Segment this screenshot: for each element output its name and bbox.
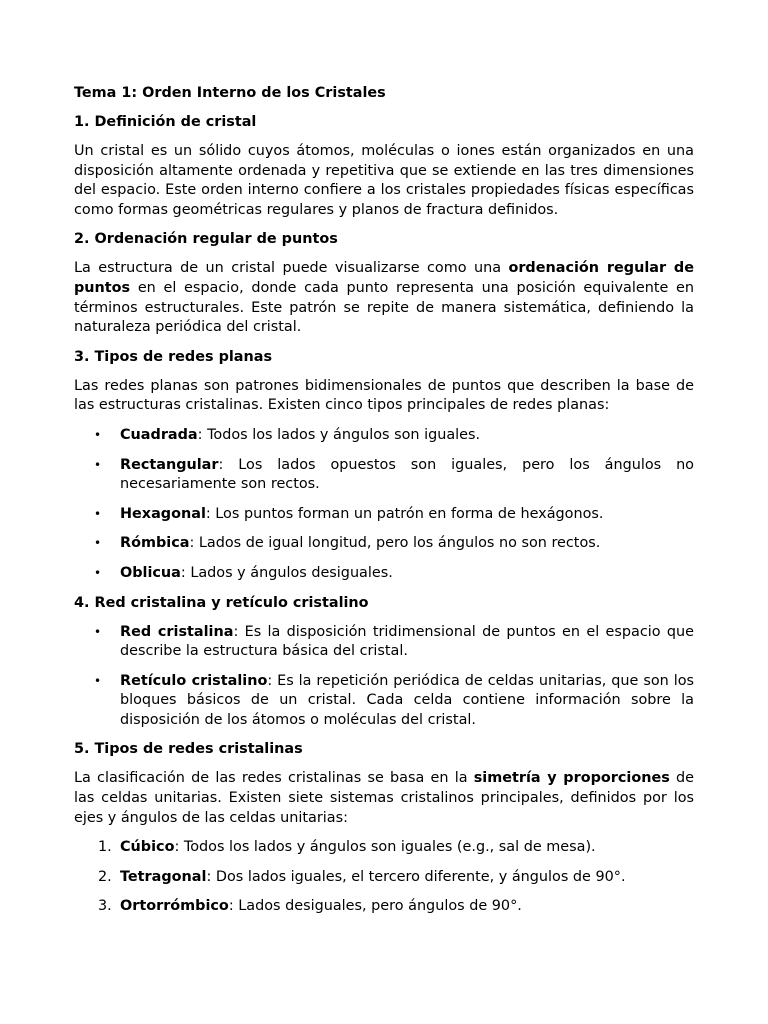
bold-term: Retículo cristalino xyxy=(120,672,268,689)
section-definicion xyxy=(74,113,694,220)
item-desc: : Los lados opuestos son iguales, pero los ángulos no necesariamente son rectos. xyxy=(120,456,694,493)
list-item xyxy=(74,456,694,495)
section-heading: 3. Tipos de redes planas xyxy=(74,348,273,365)
section-heading: 2. Ordenación regular de puntos xyxy=(74,231,338,248)
paragraph xyxy=(74,259,694,337)
item-desc: : Todos los lados y ángulos son iguales (e.g., sal de mesa). xyxy=(174,839,596,856)
item-desc: : Lados y ángulos desiguales. xyxy=(180,564,393,581)
section-ordenacion xyxy=(74,230,694,337)
paragraph xyxy=(74,769,694,828)
text-run: de las celdas unitarias. Existen siete sistemas cristalinos principales, definidos por los ejes y ángulos de las celdas unitarias: xyxy=(74,770,694,826)
list-item xyxy=(74,505,694,525)
text-run: La clasificación de las redes cristalinas se basa en la xyxy=(74,770,474,787)
section-red-reticulo xyxy=(74,594,694,731)
list-item xyxy=(74,534,694,554)
section-heading: 1. Definición de cristal xyxy=(74,114,257,130)
bold-term: Oblicua xyxy=(120,564,181,581)
item-desc: : Lados desiguales, pero ángulos de 90°. xyxy=(228,898,522,915)
list-number: 1. xyxy=(98,839,112,856)
bold-term: Ortorrómbico xyxy=(120,898,229,915)
item-desc: : Los puntos forman un patrón en forma de hexágonos. xyxy=(205,505,604,522)
bold-term: simetría y proporciones xyxy=(473,770,670,787)
list-item xyxy=(74,838,694,858)
section-heading: 5. Tipos de redes cristalinas xyxy=(74,741,303,758)
bold-term: Red cristalina xyxy=(120,623,234,640)
bold-term: Rómbica xyxy=(120,535,190,552)
bold-term: Hexagonal xyxy=(120,505,206,522)
text-run: La estructura de un cristal puede visualizarse como una xyxy=(74,260,509,277)
list-item xyxy=(74,897,694,917)
list-item xyxy=(74,426,694,446)
numbered-list xyxy=(74,838,694,917)
bullet-marker: • xyxy=(94,673,102,688)
bullet-marker: • xyxy=(94,624,102,639)
text-run: en el espacio, donde cada punto representa una posición equivalente en términos estructurales. Este patrón se repite de manera sistemática, definiendo la naturaleza periódica del cristal. xyxy=(74,279,694,336)
item-desc: : Lados de igual longitud, pero los ángulos no son rectos. xyxy=(189,535,601,552)
list-number: 3. xyxy=(98,898,112,915)
bullet-marker: • xyxy=(94,427,102,442)
item-desc: : Es la repetición periódica de celdas unitarias, que son los bloques básicos de un cristal. Cada celda contiene información sobre la disposición de los átomos o moléculas del cristal. xyxy=(120,672,694,728)
section-redes-cristalinas xyxy=(74,740,694,917)
document-title: Tema 1: Orden Interno de los Cristales xyxy=(74,85,386,101)
bullet-marker: • xyxy=(94,536,102,551)
bold-term: Cúbico xyxy=(120,839,175,856)
bullet-list xyxy=(74,623,694,731)
list-item xyxy=(74,623,694,662)
list-item xyxy=(74,564,694,584)
bold-term: Cuadrada xyxy=(120,426,198,443)
list-item xyxy=(74,868,694,888)
paragraph: Las redes planas son patrones bidimensionales de puntos que describen la base de las estructuras cristalinas. Existen cinco tipos principales de redes planas: xyxy=(74,377,694,414)
paragraph: Un cristal es un sólido cuyos átomos, moléculas o iones están organizados en una disposición altamente ordenada y repetitiva que se extiende en las tres dimensiones del espacio. Este orden interno confiere a los cristales propiedades físicas específicas como formas geométricas regulares y planos de fractura definidos. xyxy=(74,143,694,218)
bold-term: Tetragonal xyxy=(120,868,207,885)
section-redes-planas xyxy=(74,348,694,584)
section-heading: 4. Red cristalina y retículo cristalino xyxy=(74,594,369,611)
list-number: 2. xyxy=(98,868,112,885)
item-desc: : Todos los lados y ángulos son iguales. xyxy=(197,426,481,443)
bullet-marker: • xyxy=(94,457,102,472)
bullet-list xyxy=(74,426,694,584)
bold-term: ordenación regular de puntos xyxy=(74,260,694,296)
bullet-marker: • xyxy=(94,565,102,580)
bold-term: Rectangular xyxy=(120,456,219,473)
bullet-marker: • xyxy=(94,506,102,521)
list-item xyxy=(74,672,694,731)
item-desc: : Es la disposición tridimensional de puntos en el espacio que describe la estructura básica del cristal. xyxy=(120,623,694,660)
item-desc: : Dos lados iguales, el tercero diferente, y ángulos de 90°. xyxy=(206,868,626,885)
